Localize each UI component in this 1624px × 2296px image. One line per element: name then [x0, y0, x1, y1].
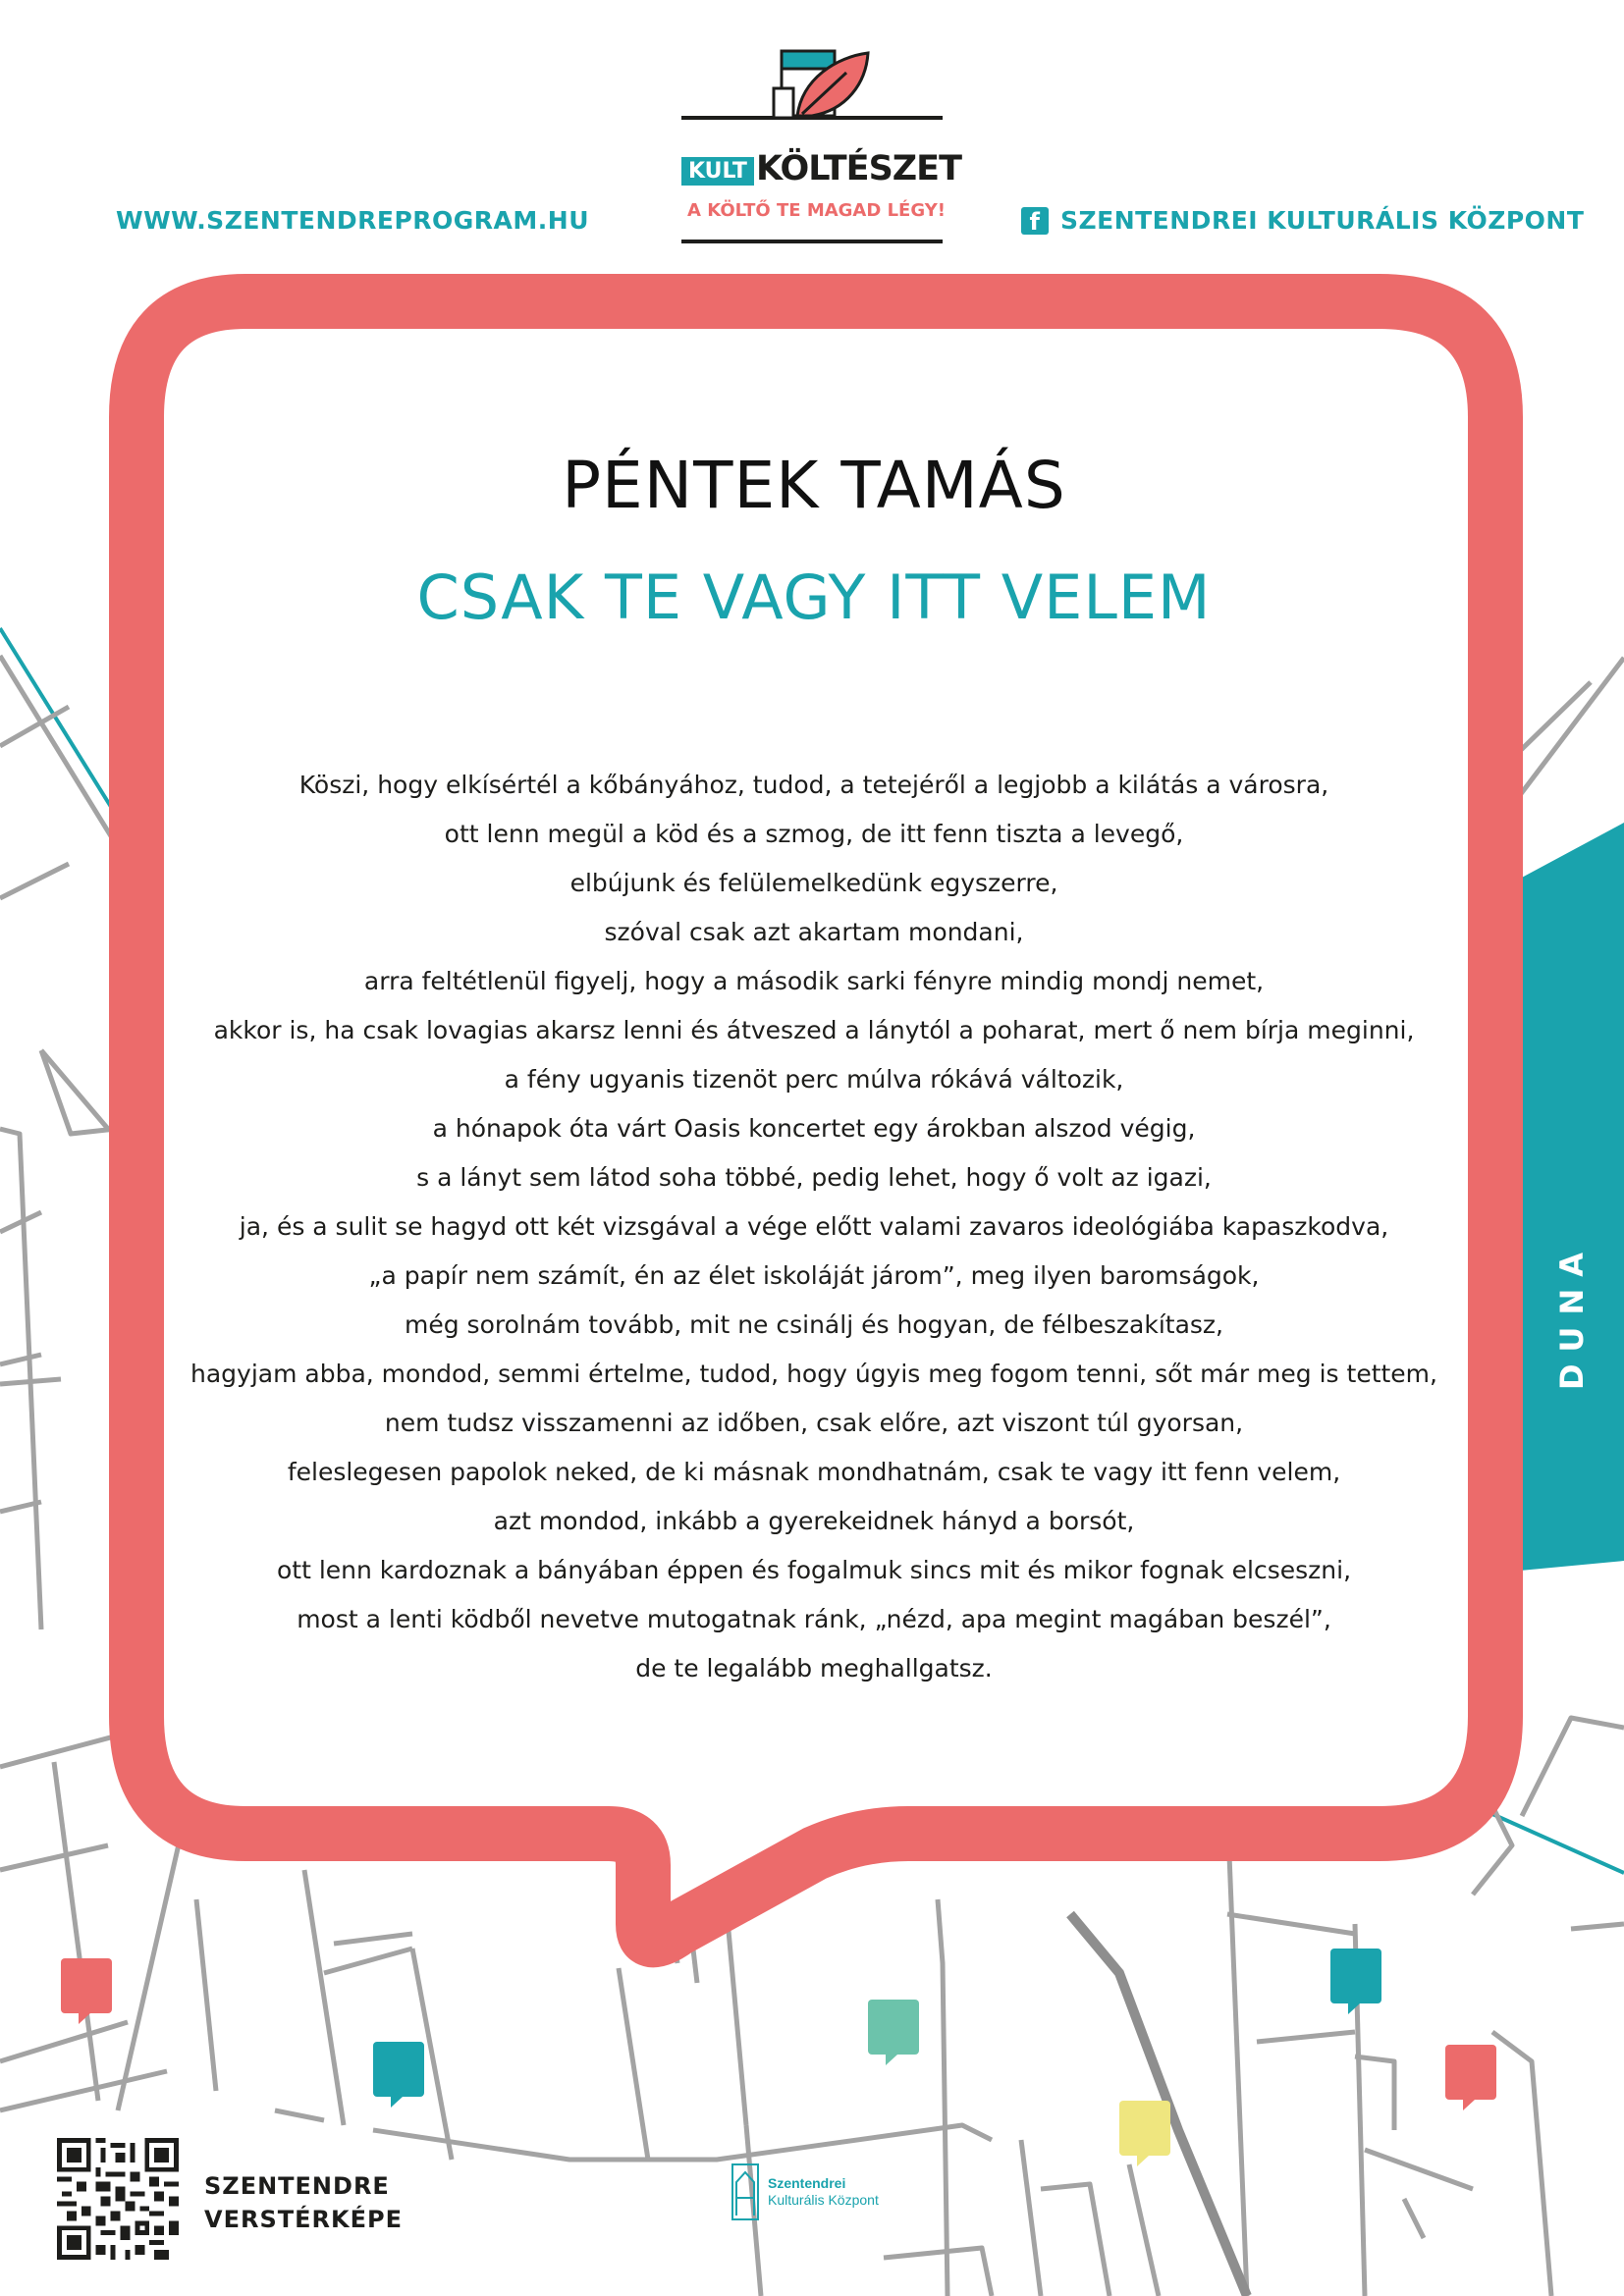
poem-title: CSAK TE VAGY ITT VELEM: [416, 561, 1212, 633]
poem-line: elbújunk és felülemelkedünk egyszerre,: [569, 869, 1058, 897]
facebook-icon: f: [1021, 207, 1049, 235]
poem-author: PÉNTEK TAMÁS: [562, 448, 1066, 523]
poem-line: még sorolnám tovább, mit ne csinálj és hogyan, de félbeszakítasz,: [405, 1310, 1223, 1339]
poem-line: szóval csak azt akartam mondani,: [604, 918, 1024, 946]
poem-line: ott lenn kardoznak a bányában éppen és fogalmuk sincs mit és mikor fognak elcseszni,: [276, 1556, 1352, 1584]
footer-title-line2: VERSTÉRKÉPE: [204, 2206, 403, 2233]
map-marker-red-right: [1445, 2045, 1496, 2110]
poem-line: feleslegesen papolok neked, de ki másnak mondhatnám, csak te vagy itt fenn velem,: [287, 1458, 1341, 1486]
logo-tagline: A KÖLTŐ TE MAGAD LÉGY!: [687, 200, 946, 221]
partner-name-line1: Szentendrei: [768, 2175, 846, 2191]
cultural-center-icon: [731, 2163, 760, 2221]
footer-title-line1: SZENTENDRE: [204, 2172, 390, 2200]
map-marker-teal-left: [373, 2042, 424, 2108]
map-marker-green: [868, 2000, 919, 2065]
map-marker-teal-right: [1330, 1949, 1381, 2014]
partner-name-line2: Kulturális Központ: [768, 2192, 879, 2208]
map-marker-red-left: [61, 1958, 112, 2024]
poem-line: ja, és a sulit se hagyd ott két vizsgával a vége előtt valami zavaros ideológiába kapaszkodva,: [239, 1212, 1389, 1241]
logo-kult: KULT: [681, 157, 754, 186]
footer-title: [204, 2169, 403, 2236]
river-label-text: DUNA: [1553, 1240, 1591, 1391]
poem-line: Köszi, hogy elkísértél a kőbányához, tudod, a tetejéről a legjobb a kilátás a városra,: [298, 771, 1329, 799]
poem-line: arra feltétlenül figyelj, hogy a második sarki fényre mindig mondj nemet,: [363, 967, 1265, 995]
poem-line: a fény ugyanis tizenöt perc múlva rókává változik,: [504, 1065, 1124, 1094]
poem-line: akkor is, ha csak lovagias akarsz lenni és átveszed a lánytól a poharat, mert ő nem bírja meginni,: [213, 1016, 1415, 1044]
kultkolteszet-logo: [679, 39, 961, 249]
facebook-link[interactable]: [1021, 206, 1584, 235]
poem-line: nem tudsz visszamenni az időben, csak előre, azt viszont túl gyorsan,: [384, 1409, 1244, 1437]
facebook-label: SZENTENDREI KULTURÁLIS KÖZPONT: [1060, 206, 1585, 235]
logo-kolteszet: KÖLTÉSZET: [756, 149, 961, 188]
river-label: [1520, 1070, 1624, 1561]
poem-line: azt mondod, inkább a gyerekeidnek hányd a borsót,: [493, 1507, 1135, 1535]
partner-logo: [731, 2163, 879, 2221]
poem-line: ott lenn megül a köd és a szmog, de itt fenn tiszta a levegő,: [444, 820, 1184, 848]
qr-code[interactable]: [57, 2138, 179, 2260]
water-line-left: [0, 628, 116, 815]
poem-line: a hónapok óta várt Oasis koncertet egy árokban alszod végig,: [432, 1114, 1196, 1143]
website-link[interactable]: WWW.SZENTENDREPROGRAM.HU: [116, 206, 589, 235]
map-marker-yellow: [1119, 2101, 1170, 2166]
poem-line: most a lenti ködből nevetve mutogatnak ránk, „nézd, apa megint magában beszél”,: [297, 1605, 1331, 1633]
poem-line: s a lányt sem látod soha többé, pedig lehet, hogy ő volt az igazi,: [416, 1163, 1212, 1192]
poem-line: de te legalább meghallgatsz.: [635, 1654, 993, 1682]
poem-line: hagyjam abba, mondod, semmi értelme, tudod, hogy úgyis meg fogom tenni, sőt már meg is tettem,: [190, 1360, 1437, 1388]
poem-body: [163, 761, 1465, 1693]
poem-line: „a papír nem számít, én az élet iskoláját járom”, meg ilyen baromságok,: [368, 1261, 1260, 1290]
